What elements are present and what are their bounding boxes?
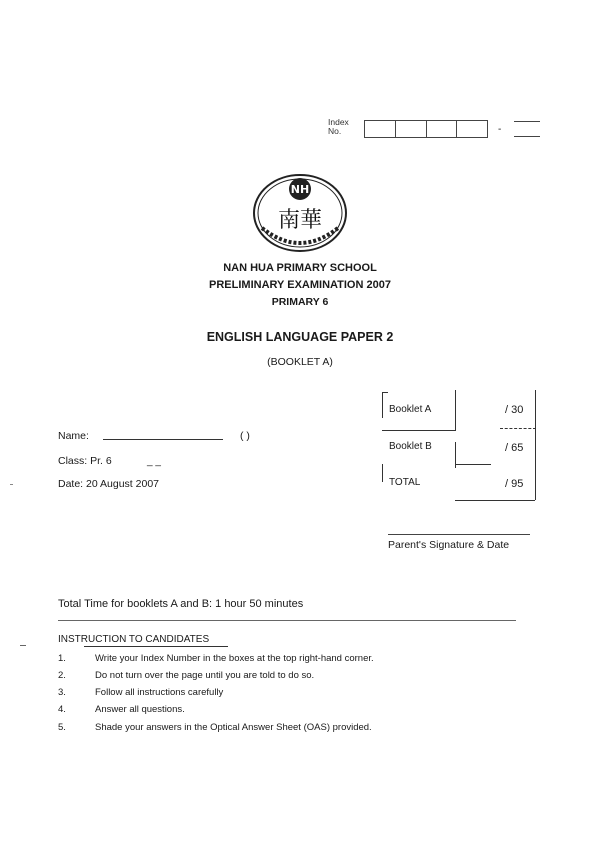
logo-chinese-text: 南華 xyxy=(277,208,323,233)
index-label-line2: No. xyxy=(328,126,342,136)
divider-rule xyxy=(58,620,516,621)
instruction-text: Shade your answers in the Optical Answer Sheet (OAS) provided. xyxy=(95,722,372,733)
score-label-booklet-b: Booklet B xyxy=(389,441,432,452)
instruction-text: Write your Index Number in the boxes at the top right-hand corner. xyxy=(95,653,374,664)
index-number-boxes[interactable] xyxy=(364,120,488,138)
index-box[interactable] xyxy=(456,121,488,137)
signature-label: Parent's Signature & Date xyxy=(388,539,510,551)
index-box[interactable] xyxy=(364,121,395,137)
instruction-text: Follow all instructions carefully xyxy=(95,687,224,698)
paper-title: ENGLISH LANGUAGE PAPER 2 xyxy=(206,330,394,344)
instruction-number: 1. xyxy=(58,653,66,664)
score-value-booklet-b: / 65 xyxy=(505,442,524,454)
class-input-line[interactable]: _ _ xyxy=(147,456,161,467)
score-value-booklet-a: / 30 xyxy=(505,404,524,416)
name-field-label: Name: xyxy=(58,430,89,442)
score-value-total: / 95 xyxy=(505,478,524,490)
level-title: PRIMARY 6 xyxy=(271,296,329,308)
margin-mark xyxy=(10,484,13,485)
instruction-number: 4. xyxy=(58,704,66,715)
total-time: Total Time for booklets A and B: 1 hour 50 minutes xyxy=(58,598,304,610)
instruction-item xyxy=(58,722,372,733)
index-box[interactable] xyxy=(395,121,426,137)
signature-line[interactable] xyxy=(388,534,530,535)
margin-mark xyxy=(20,645,26,646)
logo-mark: NH xyxy=(290,183,310,196)
register-number-field[interactable]: ( ) xyxy=(240,430,250,442)
instructions-underline xyxy=(84,646,228,647)
school-name: NAN HUA PRIMARY SCHOOL xyxy=(223,262,377,274)
instruction-item xyxy=(58,704,185,715)
instruction-number: 2. xyxy=(58,670,66,681)
instruction-item xyxy=(58,687,223,698)
class-field-label: Class: Pr. 6 xyxy=(58,455,112,467)
instructions-heading: INSTRUCTION TO CANDIDATES xyxy=(58,634,210,645)
index-box[interactable] xyxy=(426,121,457,137)
score-label-total: TOTAL xyxy=(389,477,421,488)
index-label-line1: Index xyxy=(328,117,349,127)
instruction-number: 3. xyxy=(58,687,66,698)
instruction-item xyxy=(58,653,374,664)
instruction-text: Answer all questions. xyxy=(95,704,185,715)
instruction-number: 5. xyxy=(58,722,66,733)
instruction-text: Do not turn over the page until you are told to do so. xyxy=(95,670,315,681)
booklet-subtitle: (BOOKLET A) xyxy=(267,356,333,368)
exam-title: PRELIMINARY EXAMINATION 2007 xyxy=(209,279,391,291)
date-field-label: Date: 20 August 2007 xyxy=(58,478,159,490)
score-label-booklet-a: Booklet A xyxy=(389,404,432,415)
index-number-label xyxy=(328,118,349,136)
index-separator: - xyxy=(498,124,502,135)
instruction-item xyxy=(58,670,314,681)
index-suffix-box[interactable] xyxy=(514,121,540,137)
school-logo-icon xyxy=(250,172,350,254)
name-input-line[interactable] xyxy=(103,439,223,440)
